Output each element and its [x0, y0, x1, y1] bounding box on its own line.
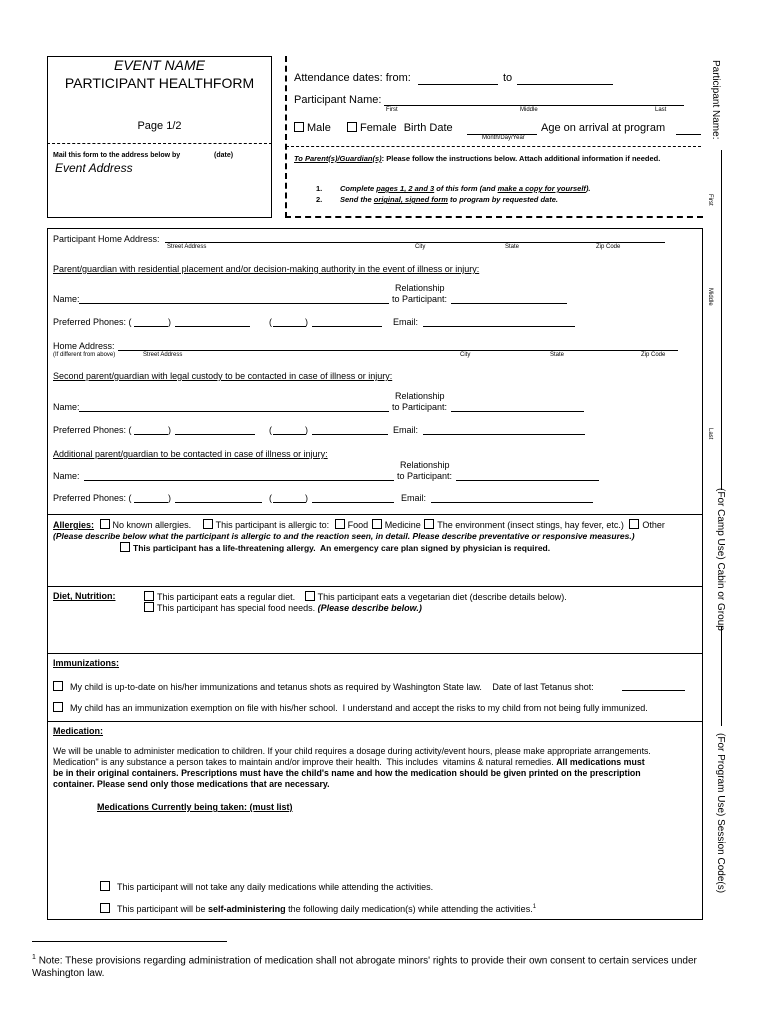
medication-p4: container. Please send only those medications that are necessary. — [53, 779, 330, 789]
medication-p1: We will be unable to administer medication to children. If your child requires a dosage during activity/event hours, please make appropriate arrangements. — [53, 746, 651, 756]
attendance-to-field[interactable] — [517, 84, 613, 85]
diet-divider — [47, 586, 702, 587]
medication-divider — [47, 721, 702, 722]
step-1-d: make a copy for yourself — [497, 184, 586, 193]
female-label: Female — [359, 122, 397, 134]
event-address: Event Address — [55, 161, 133, 175]
guardian2-email-field[interactable] — [423, 434, 585, 435]
divider — [47, 143, 272, 144]
allergies-divider — [47, 514, 702, 515]
guardian3-relationship-field[interactable] — [456, 480, 599, 481]
uptodate-checkbox[interactable] — [53, 681, 63, 691]
regular-diet-checkbox[interactable] — [144, 591, 154, 601]
no-allergies-label: No known allergies. — [112, 520, 192, 530]
guardian3-paren-close: ) — [168, 493, 171, 503]
guardian2-email-label: Email: — [393, 425, 419, 435]
city-caption: City — [415, 244, 426, 250]
step-2 — [316, 195, 558, 204]
to-parents-divider — [286, 146, 701, 147]
self-admin-c: the following daily medication(s) while attending the activities. — [285, 904, 533, 914]
to-parents-heading: To Parent(s)/Guardian(s) — [294, 154, 382, 163]
self-admin-footnote-ref: 1 — [532, 904, 537, 910]
side-last: Last — [707, 428, 713, 440]
guardian2-heading: Second parent/guardian with legal custody to be contacted in case of illness or injury: — [53, 371, 393, 381]
guardian3-phone2-area[interactable] — [273, 502, 306, 503]
life-threat-row — [120, 542, 550, 553]
footnote-number: 1 — [32, 954, 36, 961]
exemption-label: My child has an immunization exemption on file with his/her school. I understand and accept the risks to my child from not being fully immunized. — [70, 703, 648, 713]
allergic-to-label: This participant is allergic to: — [215, 520, 330, 530]
side-session: (For Program Use) Session Code(s) — [715, 733, 726, 894]
guardian3-paren-open: ( — [269, 493, 272, 503]
vegetarian-label: This participant eats a vegetarian diet (describe details below). — [317, 592, 567, 602]
guardian1-phone2-field[interactable] — [312, 326, 382, 327]
to-parents-body: : Please follow the instructions below. Attach additional information if needed. — [381, 154, 661, 163]
guardian2-paren-close-2: ) — [305, 425, 308, 435]
attendance-to-label: to — [503, 72, 513, 84]
footnote-line-1 — [32, 951, 732, 967]
guardian1-phone1-area[interactable] — [134, 326, 168, 327]
special-diet-describe: (Please describe below.) — [317, 603, 422, 613]
guardian1-if-different: (If different from above) — [53, 352, 116, 358]
guardian1-paren-close-2: ) — [305, 317, 308, 327]
state-caption: State — [505, 244, 520, 250]
guardian1-street-caption: Street Address — [143, 352, 183, 358]
immunizations-label: Immunizations: — [53, 658, 120, 668]
self-admin-a: This participant will be — [117, 904, 209, 914]
life-threat-label: This participant has a life-threatening allergy. An emergency care plan signed by physician is required. — [133, 543, 551, 553]
guardian1-relationship: Relationship — [395, 283, 445, 293]
self-admin-row — [100, 903, 536, 914]
step-2-c: to program by requested date. — [447, 195, 558, 204]
exemption-row — [53, 702, 648, 713]
step-1-a: Complete — [340, 184, 377, 193]
guardian2-phone2-area[interactable] — [273, 434, 306, 435]
side-cabin: (For Camp Use) Cabin or Group — [715, 488, 726, 631]
allergic-checkbox[interactable] — [203, 519, 213, 529]
allergies-describe: (Please describe below what the participant is allergic to and the reaction seen, in detail. Please describe preventative or responsive measures.) — [53, 531, 635, 541]
guardian1-zip-caption: Zip Code — [641, 352, 666, 358]
guardian1-paren-close: ) — [168, 317, 171, 327]
birth-format: Month/Day/Year — [482, 135, 525, 141]
middle-caption: Middle — [520, 107, 538, 113]
guardian1-state-caption: State — [550, 352, 565, 358]
side-name-line — [721, 150, 722, 490]
form-title: PARTICIPANT HEALTHFORM — [64, 75, 255, 91]
guardian1-phone1-field[interactable] — [175, 326, 250, 327]
medication-paragraph — [53, 746, 698, 790]
guardian2-phone2-field[interactable] — [312, 434, 388, 435]
food-checkbox[interactable] — [335, 519, 345, 529]
guardian2-name-field[interactable] — [79, 411, 389, 412]
side-first: First — [707, 194, 713, 206]
guardian2-relationship: Relationship — [395, 391, 445, 401]
guardian1-paren-open: ( — [269, 317, 272, 327]
event-name: EVENT NAME — [113, 57, 205, 73]
zip-caption: Zip Code — [596, 244, 621, 250]
step-2-b: original, signed form — [373, 195, 448, 204]
no-daily-label: This participant will not take any daily medications while attending the activities. — [117, 882, 434, 892]
vegetarian-checkbox[interactable] — [305, 591, 315, 601]
medication-p2: Medication" is any substance a person takes to maintain and/or improve their health. This includes vitamins & natural remedies. — [53, 757, 554, 767]
male-label: Male — [307, 122, 331, 134]
page-number: Page 1/2 — [137, 120, 182, 132]
tetanus-label: Date of last Tetanus shot: — [492, 682, 594, 692]
female-checkbox[interactable] — [347, 122, 357, 132]
age-label: Age on arrival at program — [541, 122, 666, 134]
to-parents-text — [294, 154, 699, 164]
guardian3-phones-label: Preferred Phones: ( — [53, 493, 132, 503]
main-form-border — [47, 228, 703, 920]
guardian2-phone1-area[interactable] — [134, 434, 168, 435]
food-label: Food — [347, 520, 369, 530]
guardian2-paren-close: ) — [168, 425, 171, 435]
guardian1-heading: Parent/guardian with residential placement and/or decision-making authority in the event of illness or injury: — [53, 264, 480, 274]
self-admin-checkbox[interactable] — [100, 903, 110, 913]
life-threat-checkbox[interactable] — [120, 542, 130, 552]
guardian1-name-label: Name: — [53, 294, 80, 304]
medication-label: Medication: — [53, 726, 104, 736]
other-label: Other — [642, 520, 665, 530]
diet-row-2 — [144, 602, 422, 613]
guardian2-to-participant: to Participant: — [392, 402, 448, 412]
medication-p3: be in their original containers. Prescriptions must have the child's name and how the medication should be given printed on the prescription — [53, 768, 641, 778]
guardian1-relationship-field[interactable] — [451, 303, 567, 304]
footnote-rule — [32, 941, 227, 942]
medicine-label: Medicine — [384, 520, 421, 530]
guardian1-phone2-area[interactable] — [273, 326, 306, 327]
home-address-field[interactable] — [165, 242, 665, 243]
guardian3-phone1-field[interactable] — [175, 502, 262, 503]
attendance-label: Attendance dates: from: — [294, 72, 411, 84]
diet-row-1 — [144, 591, 567, 602]
immunizations-divider — [47, 653, 702, 654]
guardian1-home-address-field[interactable] — [118, 350, 678, 351]
tetanus-date-field[interactable] — [622, 690, 685, 691]
birth-date-label: Birth Date — [403, 122, 453, 134]
allergies-row — [53, 519, 665, 530]
step-1 — [316, 184, 591, 193]
no-daily-row — [100, 881, 433, 892]
guardian1-home-address-label: Home Address: — [53, 341, 115, 351]
no-allergies-checkbox[interactable] — [100, 519, 110, 529]
side-participant-name: Participant Name: — [710, 60, 721, 140]
medication-p2b: All medications must — [556, 757, 645, 767]
exemption-checkbox[interactable] — [53, 702, 63, 712]
step-1-number: 1. — [316, 184, 323, 193]
guardian3-email-label: Email: — [401, 493, 427, 503]
allergies-label: Allergies: — [53, 520, 95, 530]
guardian2-name-label: Name: — [53, 402, 80, 412]
guardian2-phones-label: Preferred Phones: ( — [53, 425, 132, 435]
step-2-a: Send the — [340, 195, 374, 204]
side-cabin-line — [721, 626, 722, 726]
mail-instruction: Mail this form to the address below by — [53, 152, 181, 159]
guardian2-paren-open: ( — [269, 425, 272, 435]
guardian3-to-participant: to Participant: — [397, 471, 453, 481]
age-field[interactable] — [676, 134, 701, 135]
environment-checkbox[interactable] — [424, 519, 434, 529]
guardian3-paren-close-2: ) — [305, 493, 308, 503]
no-daily-checkbox[interactable] — [100, 881, 110, 891]
guardian1-phones-label: Preferred Phones: ( — [53, 317, 132, 327]
guardian2-relationship-field[interactable] — [451, 411, 584, 412]
guardian3-heading: Additional parent/guardian to be contacted in case of illness or injury: — [53, 449, 328, 459]
step-1-e: ). — [585, 184, 591, 193]
guardian2-phone1-field[interactable] — [175, 434, 255, 435]
footnote — [32, 951, 732, 980]
medication-p2-line — [53, 757, 698, 768]
gender-row — [294, 122, 453, 134]
self-admin-b: self-administering — [208, 904, 286, 914]
special-diet-label: This participant has special food needs. — [157, 603, 316, 613]
participant-name-field[interactable] — [384, 105, 684, 106]
guardian1-email-field[interactable] — [423, 326, 575, 327]
regular-diet-label: This participant eats a regular diet. — [157, 592, 296, 602]
other-checkbox[interactable] — [629, 519, 639, 529]
uptodate-label: My child is up-to-date on his/her immunizations and tetanus shots as required by Washington State law. — [70, 682, 482, 692]
participant-name-label: Participant Name: — [294, 94, 382, 106]
special-diet-checkbox[interactable] — [144, 602, 154, 612]
guardian3-phone1-area[interactable] — [134, 502, 168, 503]
guardian3-relationship: Relationship — [400, 460, 450, 470]
last-caption: Last — [655, 107, 667, 113]
medications-current-label: Medications Currently being taken: (must list) — [97, 802, 293, 812]
side-middle: Middle — [707, 288, 713, 306]
footnote-text-1: Note: These provisions regarding administration of medication shall not abrogate minors' rights to provide their own consent to certain services under — [38, 955, 697, 967]
guardian3-name-label: Name: — [53, 471, 80, 481]
first-caption: First — [386, 107, 398, 113]
footnote-text-2: Washington law. — [32, 968, 105, 980]
guardian3-email-field[interactable] — [431, 502, 593, 503]
guardian1-to-participant: to Participant: — [392, 294, 448, 304]
step-1-c: of this form (and — [434, 184, 498, 193]
step-2-number: 2. — [316, 195, 323, 204]
environment-label: The environment (insect stings, hay fever, etc.) — [437, 520, 624, 530]
medicine-checkbox[interactable] — [372, 519, 382, 529]
diet-label: Diet, Nutrition: — [53, 591, 116, 601]
uptodate-row — [53, 681, 594, 692]
home-address-label: Participant Home Address: — [53, 234, 160, 244]
male-checkbox[interactable] — [294, 122, 304, 132]
attendance-from-field[interactable] — [418, 84, 498, 85]
guardian3-name-field[interactable] — [84, 480, 394, 481]
guardian1-email-label: Email: — [393, 317, 419, 327]
street-caption: Street Address — [167, 244, 207, 250]
guardian1-name-field[interactable] — [79, 303, 389, 304]
guardian3-phone2-field[interactable] — [312, 502, 394, 503]
step-1-b: pages 1, 2 and 3 — [376, 184, 435, 193]
mail-date-label: (date) — [214, 152, 234, 159]
guardian1-city-caption: City — [460, 352, 471, 358]
